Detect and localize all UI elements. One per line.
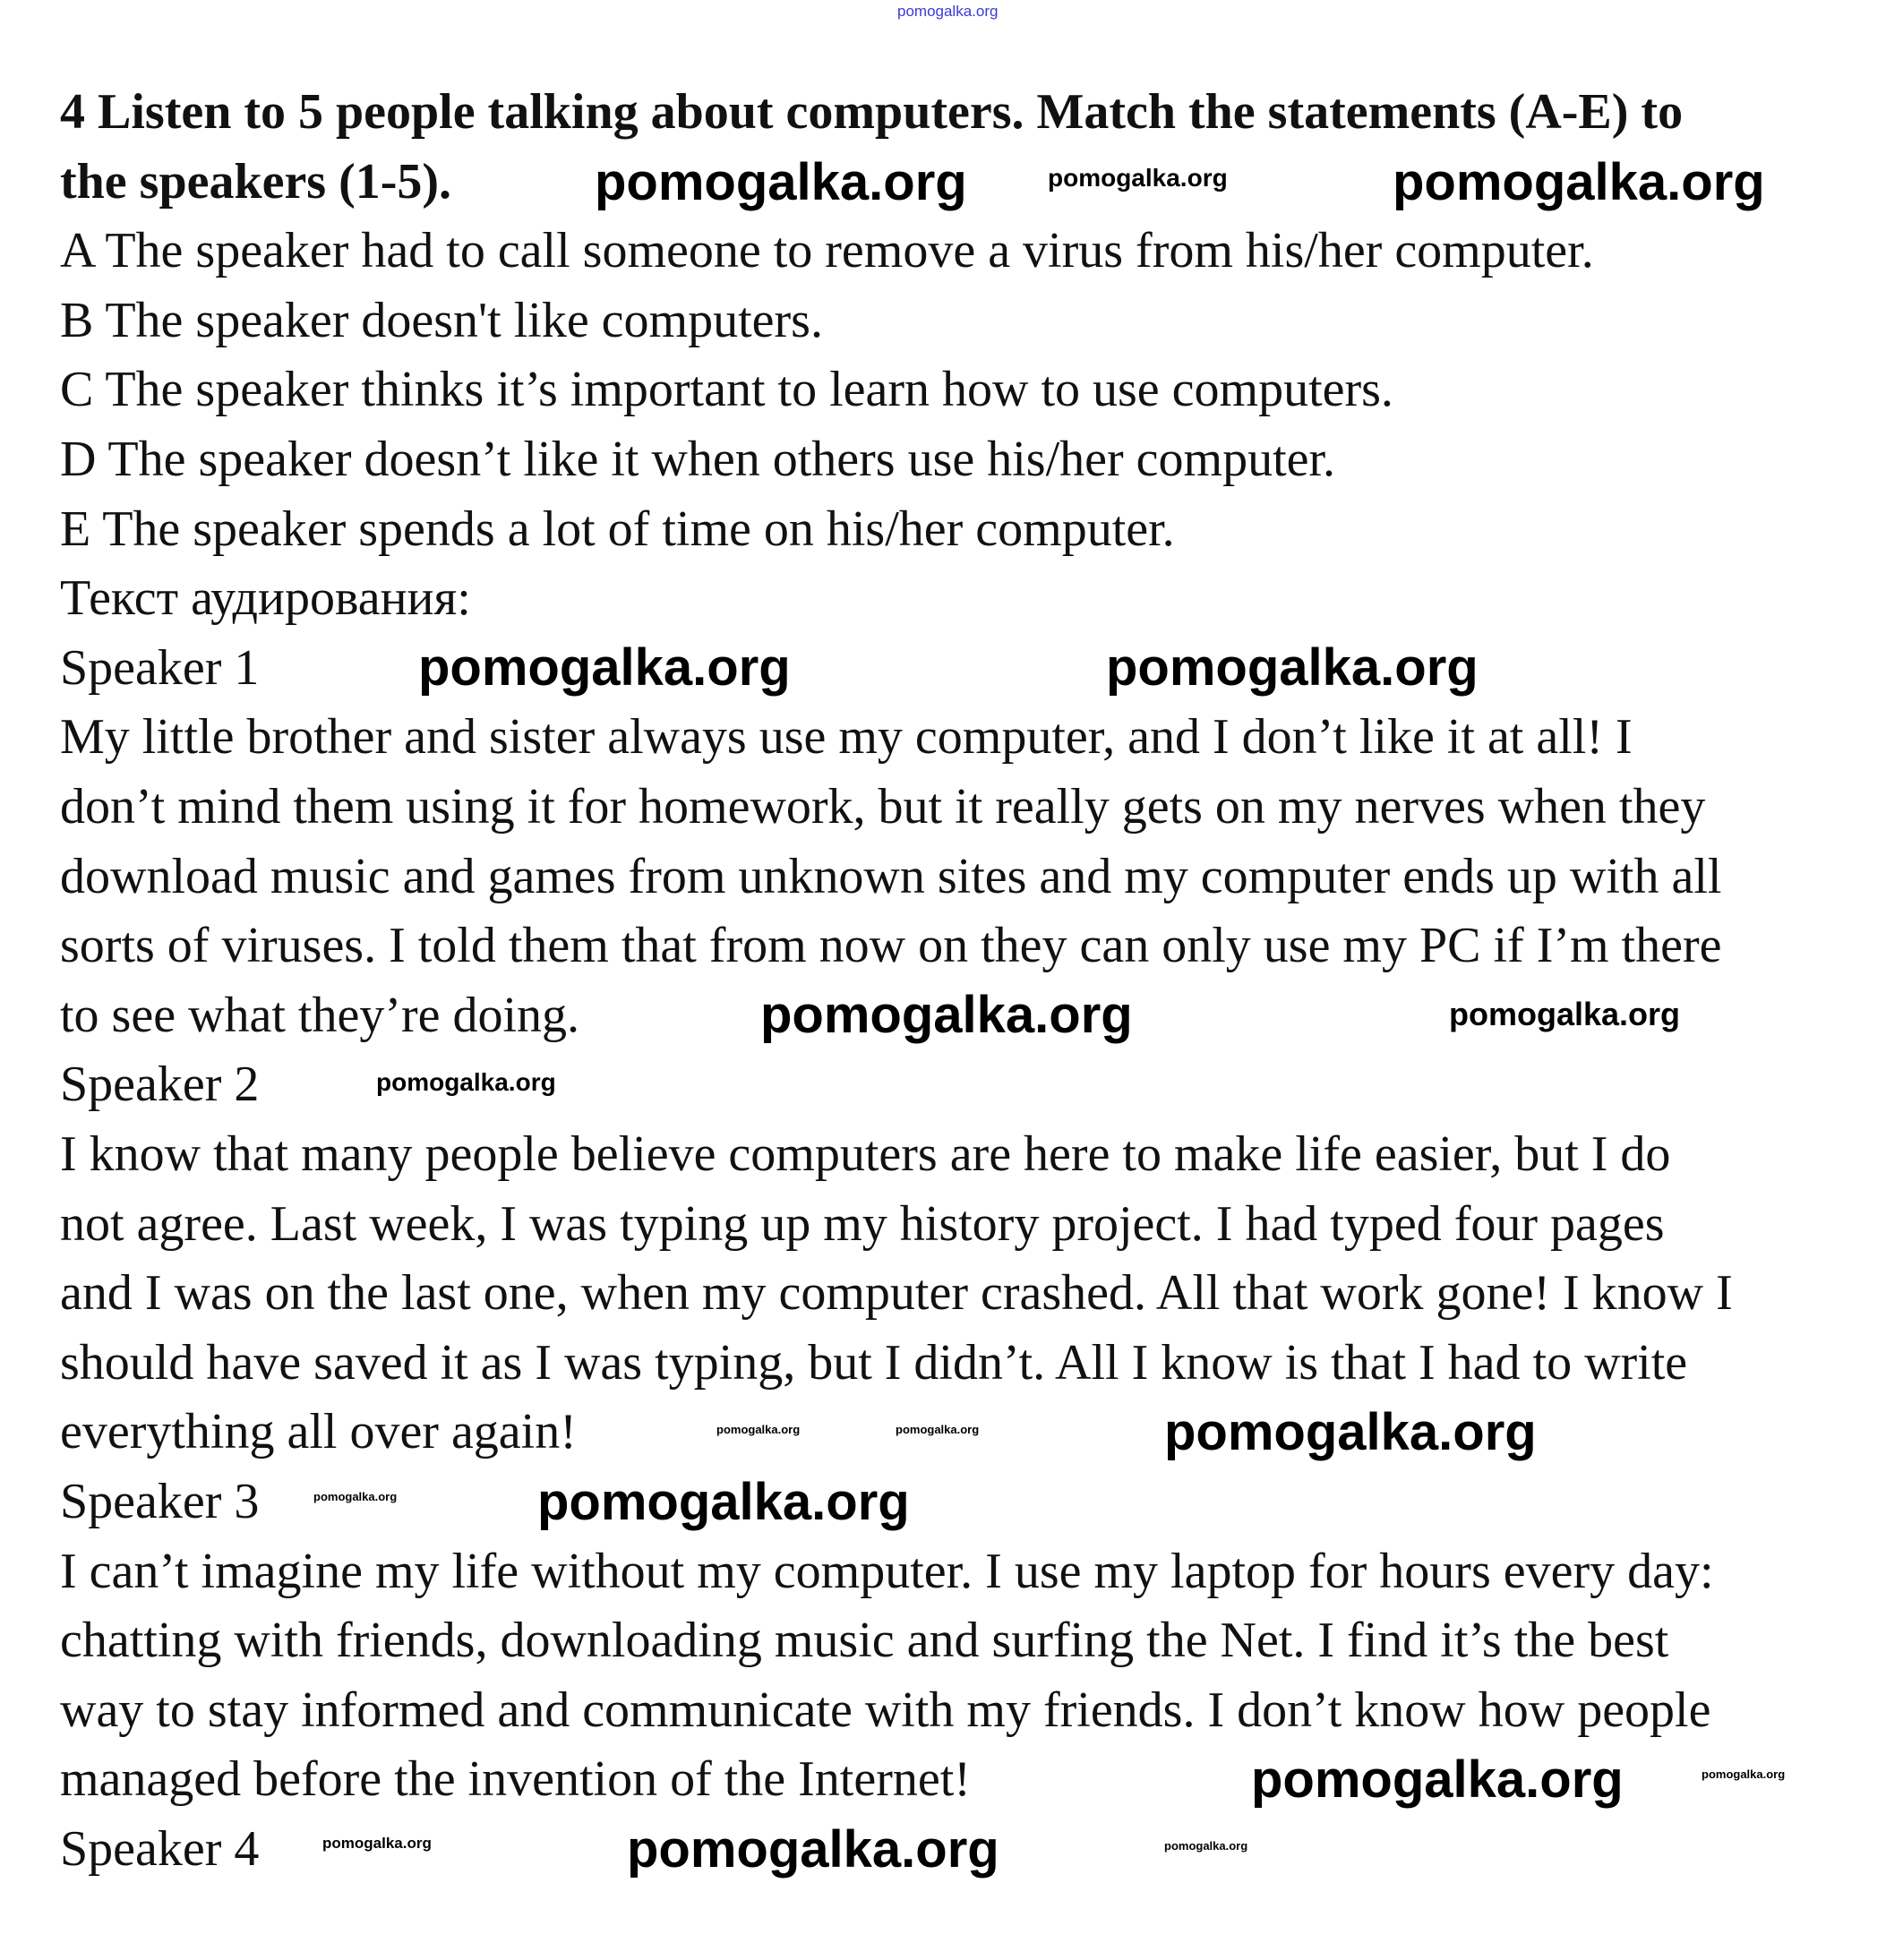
statement-A: A The speaker had to call someone to remove a virus from his/her computer. [60, 223, 1594, 279]
watermark: pomogalka.org [1164, 1839, 1248, 1853]
task-title: 4 Listen to 5 people talking about computers. Match the statements (A-E) to [60, 84, 1684, 140]
transcript-line: and I was on the last one, when my computer crashed. All that work gone! I know I [60, 1265, 1733, 1322]
transcript-line: to see what they’re doing. [60, 987, 580, 1043]
transcript-line: I know that many people believe computers are here to make life easier, but I do [60, 1126, 1671, 1182]
watermark: pomogalka.org [313, 1490, 398, 1503]
watermark: pomogalka.org [1702, 1767, 1786, 1781]
watermark: pomogalka.org [376, 1068, 556, 1096]
transcript-line: not agree. Last week, I was typing up my history project. I had typed four pages [60, 1195, 1665, 1252]
watermark: pomogalka.org [1164, 1403, 1537, 1461]
watermark: pomogalka.org [1106, 638, 1479, 697]
speaker-heading: Speaker 2 [60, 1057, 260, 1113]
watermark: pomogalka.org [627, 1820, 999, 1879]
transcript-line: should have saved it as I was typing, but I didn’t. All I know is that I had to write [60, 1334, 1688, 1391]
watermark: pomogalka.org [1251, 1750, 1624, 1809]
watermark: pomogalka.org [1393, 153, 1765, 211]
transcript-line: chatting with friends, downloading music and surfing the Net. I find it’s the best [60, 1613, 1669, 1669]
transcript-line: download music and games from unknown sites and my computer ends up with all [60, 848, 1722, 904]
transcript-line: way to stay informed and communicate with my friends. I don’t know how people [60, 1682, 1711, 1738]
speaker-heading: Speaker 1 [60, 639, 260, 696]
transcript-line: My little brother and sister always use my computer, and I don’t like it at all! I [60, 709, 1633, 766]
watermark: pomogalka.org [322, 1835, 432, 1852]
task-title: the speakers (1-5). [60, 153, 452, 210]
statement-C: C The speaker thinks it’s important to learn how to use computers. [60, 362, 1393, 418]
transcript-line: everything all over again! [60, 1404, 577, 1460]
watermark: pomogalka.org [1449, 996, 1681, 1032]
transcript-line: I can’t imagine my life without my computer. I use my laptop for hours every day: [60, 1543, 1714, 1599]
transcript-line: don’t mind them using it for homework, but it really gets on my nerves when they [60, 779, 1706, 834]
speaker-heading: Speaker 4 [60, 1821, 260, 1877]
watermark: pomogalka.org [1048, 164, 1228, 192]
watermark: pomogalka.org [760, 986, 1133, 1044]
transcript-line: managed before the invention of the Internet! [60, 1751, 971, 1808]
transcript-label: Текст аудирования: [60, 570, 471, 627]
watermark: pomogalka.org [716, 1423, 801, 1436]
watermark: pomogalka.org [595, 153, 967, 211]
watermark: pomogalka.org [896, 1423, 980, 1436]
watermark: pomogalka.org [418, 638, 791, 697]
statement-B: B The speaker doesn't like computers. [60, 292, 823, 348]
transcript-line: sorts of viruses. I told them that from now on they can only use my PC if I’m there [60, 918, 1722, 974]
statement-E: E The speaker spends a lot of time on his/her computer. [60, 501, 1175, 557]
watermark: pomogalka.org [897, 3, 999, 20]
speaker-heading: Speaker 3 [60, 1474, 260, 1529]
statement-D: D The speaker doesn’t like it when others use his/her computer. [60, 432, 1336, 487]
watermark: pomogalka.org [537, 1473, 910, 1531]
